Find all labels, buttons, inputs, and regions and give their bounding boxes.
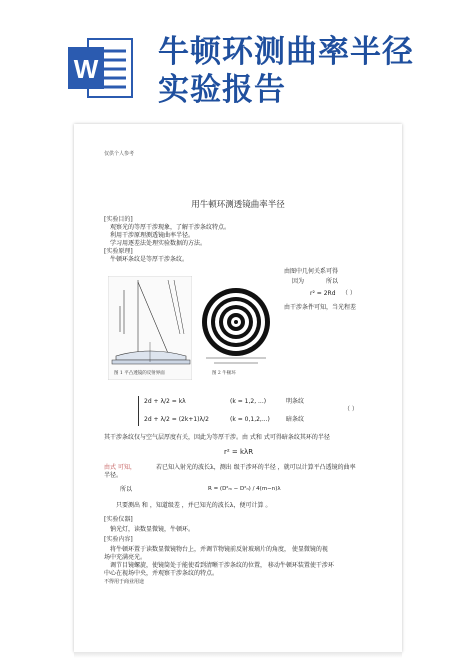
- measurement-paragraph: 只要测出 和 ，知道级差 ，并已知光的波长λ，便可计算 。: [116, 502, 272, 509]
- newton-rings-figure: [198, 286, 274, 366]
- document-page: [74, 124, 402, 652]
- banner-title-line1: 牛顿环测曲率半径: [158, 34, 414, 70]
- section-content-heading: [实验内容]: [104, 536, 133, 543]
- paragraph-formula-ref: 由式 可知，: [104, 464, 136, 471]
- bright-fringe-equation: 2d + λ/2 = kλ: [144, 398, 186, 405]
- dark-ring-radius-formula: r² = kλR: [224, 448, 254, 456]
- bright-fringe-label: 明条纹: [286, 398, 305, 405]
- no-commercial-note: 不得用于商业用途: [104, 579, 145, 585]
- therefore-label: 所以: [120, 486, 133, 493]
- purpose-line-2: 利用干涉原理测透镜曲率半径。: [110, 232, 195, 239]
- content-line-2: 场中充满亮光。: [104, 554, 147, 561]
- figure1-caption: 图 1 平凸透镜的反射界面: [114, 371, 165, 376]
- wavelength-paragraph-end: 半径。: [104, 472, 123, 479]
- equation-number: （ ）: [344, 406, 358, 413]
- section-instruments-heading: [实验仪器]: [104, 516, 133, 523]
- purpose-line-3: 学习用逐差法处理实验数据的方法。: [110, 240, 207, 247]
- bright-fringe-k: (k = 1,2, ...): [230, 398, 267, 405]
- section-purpose-heading: [实验目的]: [104, 216, 133, 223]
- principle-line-1: 牛顿环条纹是等厚干涉条纹。: [110, 256, 189, 263]
- content-line-4: 中心在视场中央，并观察干涉条纹的特点。: [104, 570, 219, 577]
- page-shadow: [74, 652, 402, 658]
- lens-reflection-figure: [108, 276, 192, 380]
- wavelength-paragraph: 若已知入射光的波长λ，测出 级干涉环的半径 ，就可以计算平凸透镜的曲率: [156, 464, 356, 471]
- dark-fringe-label: 暗条纹: [286, 416, 305, 423]
- section-principle-heading: [实验原理]: [104, 248, 133, 255]
- radius-formula-number: （ ）: [342, 290, 356, 297]
- document-title: 用牛顿环测透镜曲率半径: [191, 200, 285, 210]
- personal-reference-note: 仅供个人参考: [104, 151, 135, 157]
- svg-text:W: W: [73, 54, 99, 84]
- word-document-icon: [66, 33, 138, 103]
- curvature-radius-formula: R = (D²ₘ − D²ₙ) / 4(m−n)λ: [208, 486, 281, 492]
- content-line-3: 调节目镜螺旋，使镜筒处于能使看到清晰干涉条纹的位置， 移动牛顿环装置使干涉环: [110, 562, 334, 569]
- because-text: 因为: [292, 278, 305, 285]
- content-line-1: 将牛顿环置于读数显微镜物台上，并调节物镜前反射玻璃片的角度， 使显微镜的视: [110, 546, 328, 553]
- geometry-text: 由图中几何关系可得: [284, 268, 339, 275]
- purpose-line-1: 观察光的等厚干涉现象，了解干涉条纹特点。: [110, 224, 231, 231]
- interference-condition-text: 由干涉条件可知，当光程差: [284, 304, 357, 311]
- therefore-text: 所以: [326, 278, 339, 285]
- dark-fringe-k: (k = 0,1,2,...): [230, 416, 270, 423]
- dark-fringe-equation: 2d + λ/2 = (2k+1)λ/2: [144, 416, 209, 423]
- equal-thickness-paragraph: 其干涉条纹仅与空气层厚度有关，因此为等厚干涉。由 式和 式可得暗条纹其环的半径: [104, 434, 330, 441]
- instruments-line: 钠光灯，读数显微镜，牛顿环。: [110, 526, 195, 533]
- banner-title-line2: 实验报告: [158, 72, 286, 108]
- radius-formula: r² = 2Rd: [310, 290, 336, 297]
- figure2-caption: 图 2 牛顿环: [212, 371, 236, 376]
- equation-brace: [138, 396, 143, 426]
- header-banner: [0, 0, 474, 112]
